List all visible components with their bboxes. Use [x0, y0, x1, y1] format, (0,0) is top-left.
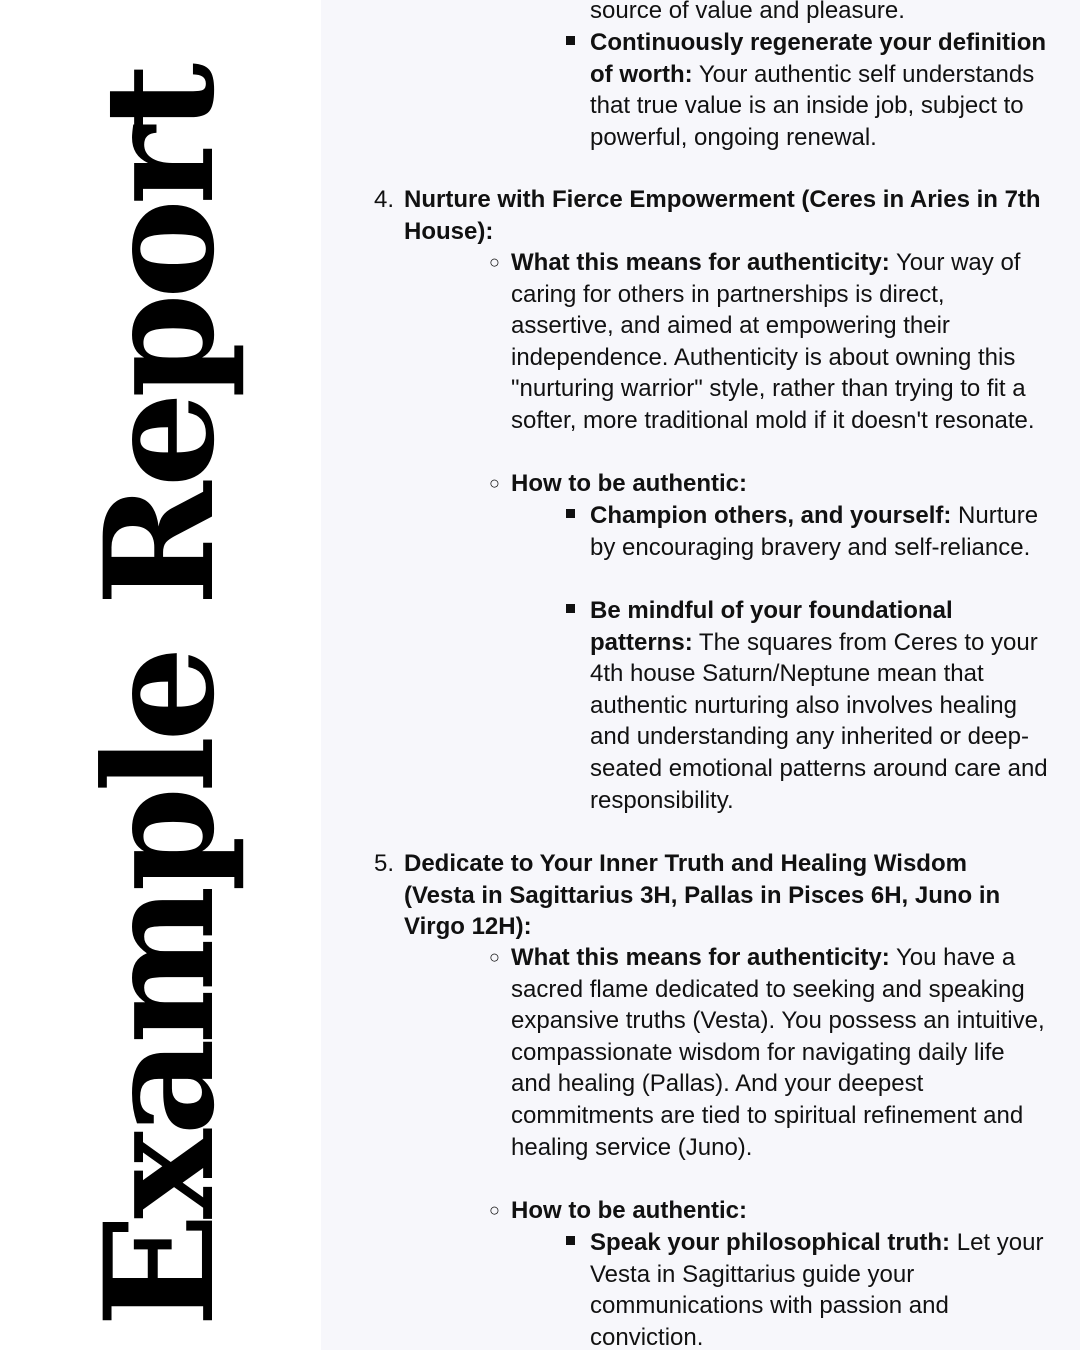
bullet-label: Champion others, and yourself:	[590, 502, 952, 529]
meaning-label: What this means for authenticity:	[511, 249, 890, 276]
list-item-bullet	[590, 500, 1052, 563]
list-item-bullet	[590, 27, 1052, 153]
bullet-text: Nurture by encouraging bravery and self-reliance.	[590, 502, 1039, 561]
list-item-5-how	[489, 1195, 1051, 1227]
circle-bullet-icon: ○	[489, 947, 500, 967]
list-item-title: Dedicate to Your Inner Truth and Healing Wisdom (Vesta in Sagittarius 3H, Pallas in Pisces 6H, Juno in Virgo 12H):	[404, 850, 1001, 941]
list-number: 5.	[374, 850, 395, 877]
bullet-text: The squares from Ceres to your 4th house Saturn/Neptune mean that authentic nurturing also involves healing and understanding any inherited or deep-seated emotional patterns around care and responsibility.	[590, 628, 1048, 814]
meaning-text: You have a sacred flame dedicated to seeking and speaking expansive truths (Vesta). You possess an intuitive, compassionate wisdom for navigating daily life and healing (Pallas). And your deepest commitments are tied to spiritual refinement and healing service (Juno).	[511, 944, 1045, 1161]
square-bullet-icon	[566, 604, 575, 613]
list-item-4-meaning	[489, 247, 1051, 437]
list-item-bullet	[590, 595, 1052, 816]
square-bullet-icon	[566, 1236, 575, 1245]
circle-bullet-icon: ○	[489, 1200, 500, 1220]
bullet-label: Speak your philosophical truth:	[590, 1229, 951, 1256]
list-item-bullet	[590, 1227, 1052, 1350]
list-item-5-heading	[374, 848, 1044, 943]
bullet-label: Be mindful of your foundational patterns:	[590, 597, 953, 656]
report-title: Example Report	[72, 68, 248, 1328]
report-content	[321, 0, 1080, 1350]
meaning-text: Your way of caring for others in partnerships is direct, assertive, and aimed at empowering their independence. Authenticity is about owning this "nurturing warrior" style, rather than trying to fit a softer, more traditional mold if it doesn't resonate.	[511, 249, 1035, 434]
meaning-label: What this means for authenticity:	[511, 944, 890, 971]
list-number: 4.	[374, 186, 395, 213]
square-bullet-icon	[566, 509, 575, 518]
circle-bullet-icon: ○	[489, 473, 500, 493]
square-bullet-icon	[566, 36, 575, 45]
bullet-text: Let your Vesta in Sagittarius guide your communications with passion and conviction.	[590, 1229, 1044, 1350]
how-label: How to be authentic:	[511, 470, 747, 497]
side-title-area	[0, 0, 321, 1350]
list-item-continuation	[590, 0, 1052, 27]
bullet-label: Continuously regenerate your definition of worth:	[590, 29, 1047, 88]
how-label: How to be authentic:	[511, 1197, 747, 1224]
list-item-text: source of value and pleasure.	[590, 0, 905, 24]
list-item-4-heading	[374, 184, 1044, 247]
bullet-text: Your authentic self understands that true value is an inside job, subject to powerful, ongoing renewal.	[590, 60, 1035, 151]
circle-bullet-icon: ○	[489, 252, 500, 272]
list-item-4-how	[489, 468, 1051, 500]
list-item-5-meaning	[489, 942, 1051, 1163]
list-item-title: Nurture with Fierce Empowerment (Ceres in Aries in 7th House):	[404, 186, 1041, 245]
